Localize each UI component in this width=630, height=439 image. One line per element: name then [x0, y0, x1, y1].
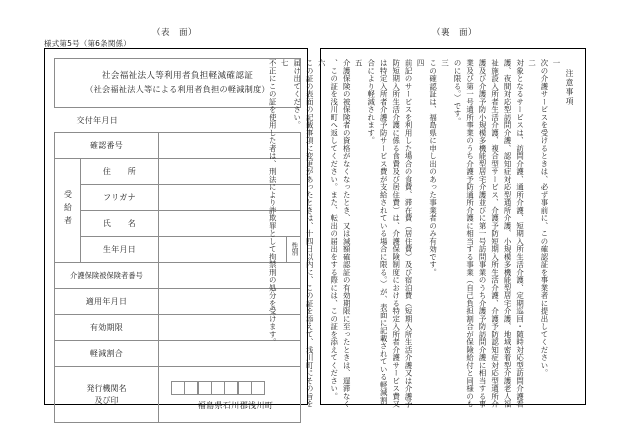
front-side-caption: （表 面）	[152, 28, 198, 38]
furigana-label: フリガナ	[81, 185, 159, 211]
seal-box-cell[interactable]	[211, 381, 225, 395]
furigana-row	[55, 185, 301, 211]
note-text-column: 届け出てください。	[292, 59, 302, 129]
reduction-rate-label: 軽減割合	[55, 341, 159, 367]
note-item	[266, 59, 290, 389]
note-text-column: この確認証は、福島県に申し出のあった事業者のみ有効です。	[428, 59, 438, 276]
note-text-column: 業及び第一号通所事業のうち介護予防通所介護に相当する事業（自己負担割合が保険給付と同様のも	[465, 59, 475, 408]
back-side-caption: （裏 面）	[432, 28, 478, 38]
confirmation-number-label: 確認番号	[55, 133, 159, 159]
application-date-label: 適用年月日	[55, 289, 159, 315]
note-text-column: は特定入所者介護予防サービス費が支給されている場合に限る。）が、表面に記載されている軽減割	[379, 59, 389, 405]
note-item	[426, 59, 450, 389]
expiry-date-row	[55, 315, 301, 341]
note-item	[290, 59, 327, 408]
seal-box-cell[interactable]	[171, 381, 185, 395]
address-row	[55, 159, 301, 185]
title-line-2: （社会福祉法人等による利用者負担の軽減制度）	[85, 84, 270, 95]
expiry-date-label: 有効期限	[55, 315, 159, 341]
confirmation-number-row	[55, 133, 301, 159]
seal-box-cell[interactable]	[224, 381, 238, 395]
note-text-column: 介護保険の被保険者の資格がなくなったとき、又は減額確認証の有効期限に至ったときは、遅滞なく	[342, 59, 352, 408]
seal-box-cell[interactable]	[198, 381, 212, 395]
seal-box-cell[interactable]	[251, 381, 265, 395]
insurance-number-label: 介護保険被保険者番号	[55, 263, 159, 289]
issuer-label-cell	[55, 367, 159, 423]
note-text-column: 対象となるサービスは、訪問介護、通所介護、短期入所生活介護、定期巡回・随時対応型訪問介護看	[515, 59, 525, 408]
note-text-column: のに限る。）です。	[453, 59, 463, 126]
note-item	[327, 59, 364, 408]
note-number: 六	[317, 59, 327, 67]
note-text-column: 前記のサービスを利用した場合の食費、滞在費（居住費）及び宿泊費（短期入所生活介護又は介護予	[404, 59, 414, 408]
birthdate-label: 生年月日	[81, 237, 159, 263]
certificate-table	[54, 58, 301, 423]
issuer-label-line-2: 及び印	[94, 395, 119, 405]
note-text-column: 、この証を浅川町へ返してください。また、転出の届出をする際には、この証を添えてください。	[329, 59, 339, 400]
form-number-label: 様式第5号（第6条関係）	[44, 39, 131, 48]
note-text-column: 不正にこの証を使用した者は、刑法により詐欺罪として拘禁刑の処分を受けます。	[268, 59, 278, 346]
issue-date-label: 交付年月日	[55, 108, 301, 133]
address-label: 住 所	[81, 159, 159, 185]
note-text-column: 防短期入所生活介護に係る食費及び居住費）は、介護保険制度における特定入所者介護サービス費又	[391, 59, 401, 408]
note-number: 二	[527, 59, 537, 67]
birthdate-row	[55, 237, 301, 263]
note-text-column: 祉施設入所者生活介護、複合型サービス、介護予防短期入所生活介護、介護予防認知症対応型通所介	[490, 59, 500, 408]
note-number: 三	[440, 59, 450, 67]
name-label: 氏 名	[81, 211, 159, 237]
note-item	[538, 59, 562, 389]
note-item	[451, 59, 538, 408]
receiver-label: 受給者	[63, 190, 73, 229]
note-item	[364, 59, 426, 408]
application-date-row	[55, 289, 301, 315]
issuer-row	[55, 367, 301, 423]
seal-box-cell[interactable]	[184, 381, 198, 395]
note-text-column: 次の介護サービスを受けるときは、必ず事前に、この確認証を事業者に提出してください。	[540, 59, 549, 377]
note-number: 四	[416, 59, 426, 67]
issue-date-row	[55, 108, 301, 133]
note-text-column: 護、夜間対応型訪問介護、認知症対応型通所介護、小規模多機能型居宅介護、地域密着型介護老人福	[503, 59, 513, 408]
title-row	[55, 59, 301, 108]
reduction-rate-row	[55, 341, 301, 367]
name-row	[55, 211, 301, 237]
note-text-column: 護及び介護予防小規模多機能型居宅介護並びに第一号訪問事業のうち介護予防訪問介護に相当する事	[478, 59, 488, 408]
notes-heading: 注意事項	[565, 69, 574, 107]
certificate-title	[55, 59, 301, 108]
note-number: 七	[280, 59, 290, 67]
note-text-column: この証の表面の記載事項に変更があったときは、十四日以内に、この証を添えて、浅川町にその旨を	[305, 59, 315, 408]
issuer-label-line-1: 発行機関名	[86, 383, 127, 393]
seal-box-cell[interactable]	[238, 381, 252, 395]
insurance-number-row	[55, 263, 301, 289]
title-line-1: 社会福祉法人等利用者負担軽減確認証	[101, 71, 254, 82]
note-number: 五	[354, 59, 364, 67]
note-text-column: 合により軽減されます。	[366, 59, 376, 145]
gender-label: 性別	[289, 241, 298, 256]
note-number: 一	[552, 59, 561, 67]
receiver-label-cell	[55, 159, 81, 263]
issuer-name: 福島県石川郡浅川町	[197, 400, 274, 410]
